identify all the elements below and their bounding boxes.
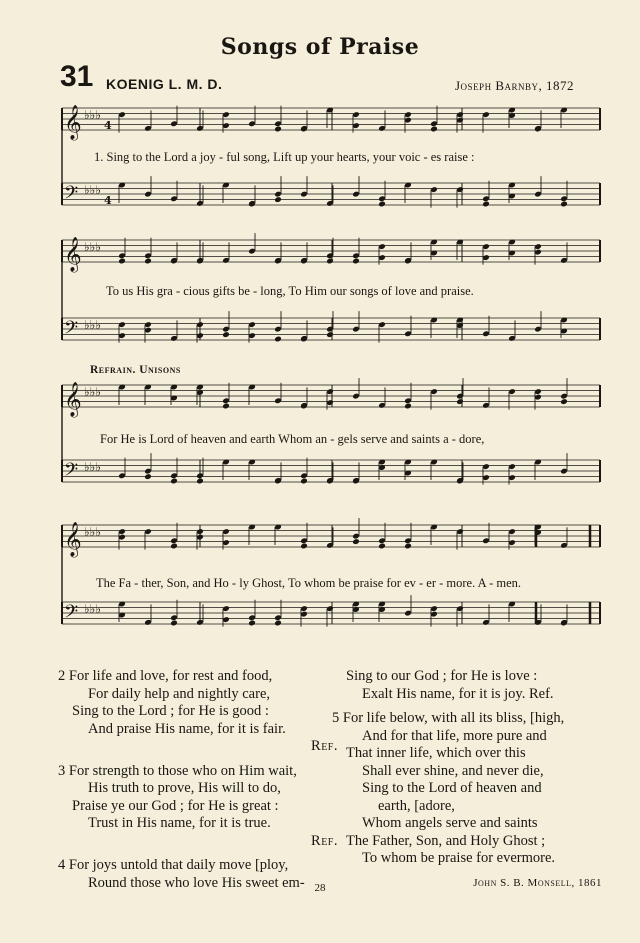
note-head <box>482 201 490 208</box>
key-signature-icon: ♭♭♭ <box>84 602 101 616</box>
verse-line: Round those who love His sweet em- <box>88 874 305 891</box>
composer-credit: Joseph Barnby, 1872 <box>455 78 574 93</box>
tune-name: KOENIG L. M. D. <box>106 76 223 92</box>
verses-right-column <box>332 668 602 892</box>
note-head <box>404 543 412 550</box>
note-head <box>352 538 360 545</box>
verse-line: 5 For life below, with all its bliss, [high, <box>332 710 565 726</box>
lyric-line-3: For He is Lord of heaven and earth Whom an - gels serve and saints a - dore, <box>100 432 485 446</box>
note-head <box>404 403 412 410</box>
stanza-2 <box>58 668 338 756</box>
verse-line: Whom angels serve and saints <box>362 815 538 831</box>
key-signature-icon: ♭♭♭ <box>84 460 101 474</box>
note-head <box>170 478 178 485</box>
note-head <box>144 473 152 480</box>
treble-clef-icon: 𝄞 <box>64 237 82 272</box>
note-head <box>326 331 334 338</box>
verse-line: Sing to the Lord of heaven and <box>362 780 542 796</box>
note-head <box>274 336 282 343</box>
time-signature: 4 <box>104 119 112 132</box>
bass-clef-icon: 𝄢 <box>64 183 79 208</box>
verse-line: And praise His name, for it is fair. <box>88 720 286 737</box>
stanza-4-cont <box>332 668 602 703</box>
note-head <box>326 258 334 265</box>
note-head <box>196 478 204 485</box>
verse-line: To whom be praise for evermore. <box>362 850 556 866</box>
verse-line: 3 For strength to those who on Him wait, <box>58 762 297 779</box>
verse-line: For daily help and nightly care, <box>88 685 271 702</box>
note-head <box>378 201 386 208</box>
note-head <box>248 620 256 627</box>
note-head <box>300 543 308 550</box>
note-head <box>456 398 464 405</box>
lyric-line-1: 1. Sing to the Lord a joy - ful song, Lift up your hearts, your voic - es raise : <box>94 150 475 164</box>
verse-line: Exalt His name, for it is joy. Ref. <box>362 685 554 702</box>
note-head <box>170 543 178 550</box>
note-head <box>560 398 568 405</box>
stanza-3 <box>58 763 338 851</box>
lyric-line-4: The Fa - ther, Son, and Ho - ly Ghost, To whom be praise for ev - er - more. A - men. <box>96 576 522 590</box>
note-head <box>274 196 282 203</box>
key-signature-icon: ♭♭♭ <box>84 108 101 122</box>
bass-clef-icon: 𝄢 <box>64 460 79 485</box>
verses-block <box>0 668 640 898</box>
note-head <box>118 258 126 265</box>
stanza-5 <box>332 710 602 868</box>
refrain-label: Refrain. Unisons <box>90 364 181 376</box>
treble-clef-icon: 𝄞 <box>64 382 82 417</box>
verse-line: His truth to prove, His will to do, <box>88 780 281 796</box>
verse-line: Sing to our God ; for He is love : <box>346 668 538 684</box>
key-signature-icon: ♭♭♭ <box>84 240 101 254</box>
key-signature-icon: ♭♭♭ <box>84 385 101 399</box>
refrain-mark: Ref. <box>311 738 338 754</box>
time-signature: 4 <box>104 194 112 207</box>
verse-line: The Father, Son, and Holy Ghost ; <box>346 832 546 849</box>
bass-clef-icon: 𝄢 <box>64 602 79 627</box>
note-head <box>222 331 230 338</box>
treble-clef-icon: 𝄞 <box>64 105 82 140</box>
treble-clef-icon: 𝄞 <box>64 522 82 557</box>
note-head <box>430 126 438 133</box>
verse-line: And for that life, more pure and <box>362 727 547 744</box>
verse-line: Shall ever shine, and never die, <box>362 762 544 779</box>
page-number: 28 <box>314 882 326 894</box>
note-head <box>300 478 308 485</box>
hymn-number: 31 <box>60 60 94 93</box>
key-signature-icon: ♭♭♭ <box>84 525 101 539</box>
note-head <box>274 126 282 133</box>
note-head <box>170 620 178 627</box>
verse-line: That inner life, which over this <box>346 745 526 761</box>
key-signature-icon: ♭♭♭ <box>84 318 101 332</box>
page-title: Songs of Praise <box>220 34 420 60</box>
key-signature-icon: ♭♭♭ <box>84 183 101 197</box>
note-head <box>222 403 230 410</box>
verse-line: 2 For life and love, for rest and food, <box>58 668 273 684</box>
lyric-line-2: To us His gra - cious gifts be - long, To Him our songs of love and praise. <box>106 284 474 298</box>
note-head <box>144 258 152 265</box>
verse-line: Praise ye our God ; for He is great : <box>72 797 279 814</box>
verse-line: Sing to the Lord ; for He is good : <box>72 703 269 719</box>
verse-line: 4 For joys untold that daily move [ploy, <box>58 857 289 873</box>
verse-line: earth, [adore, <box>378 797 455 814</box>
note-head <box>274 620 282 627</box>
author-credit: John S. B. Monsell, 1861 <box>473 876 602 889</box>
note-head <box>378 543 386 550</box>
bass-clef-icon: 𝄢 <box>64 318 79 343</box>
refrain-mark: Ref. <box>311 832 338 849</box>
note-head <box>560 201 568 208</box>
note-head <box>352 258 360 265</box>
verses-left-column <box>58 668 338 899</box>
verse-line: Trust in His name, for it is true. <box>88 815 271 831</box>
